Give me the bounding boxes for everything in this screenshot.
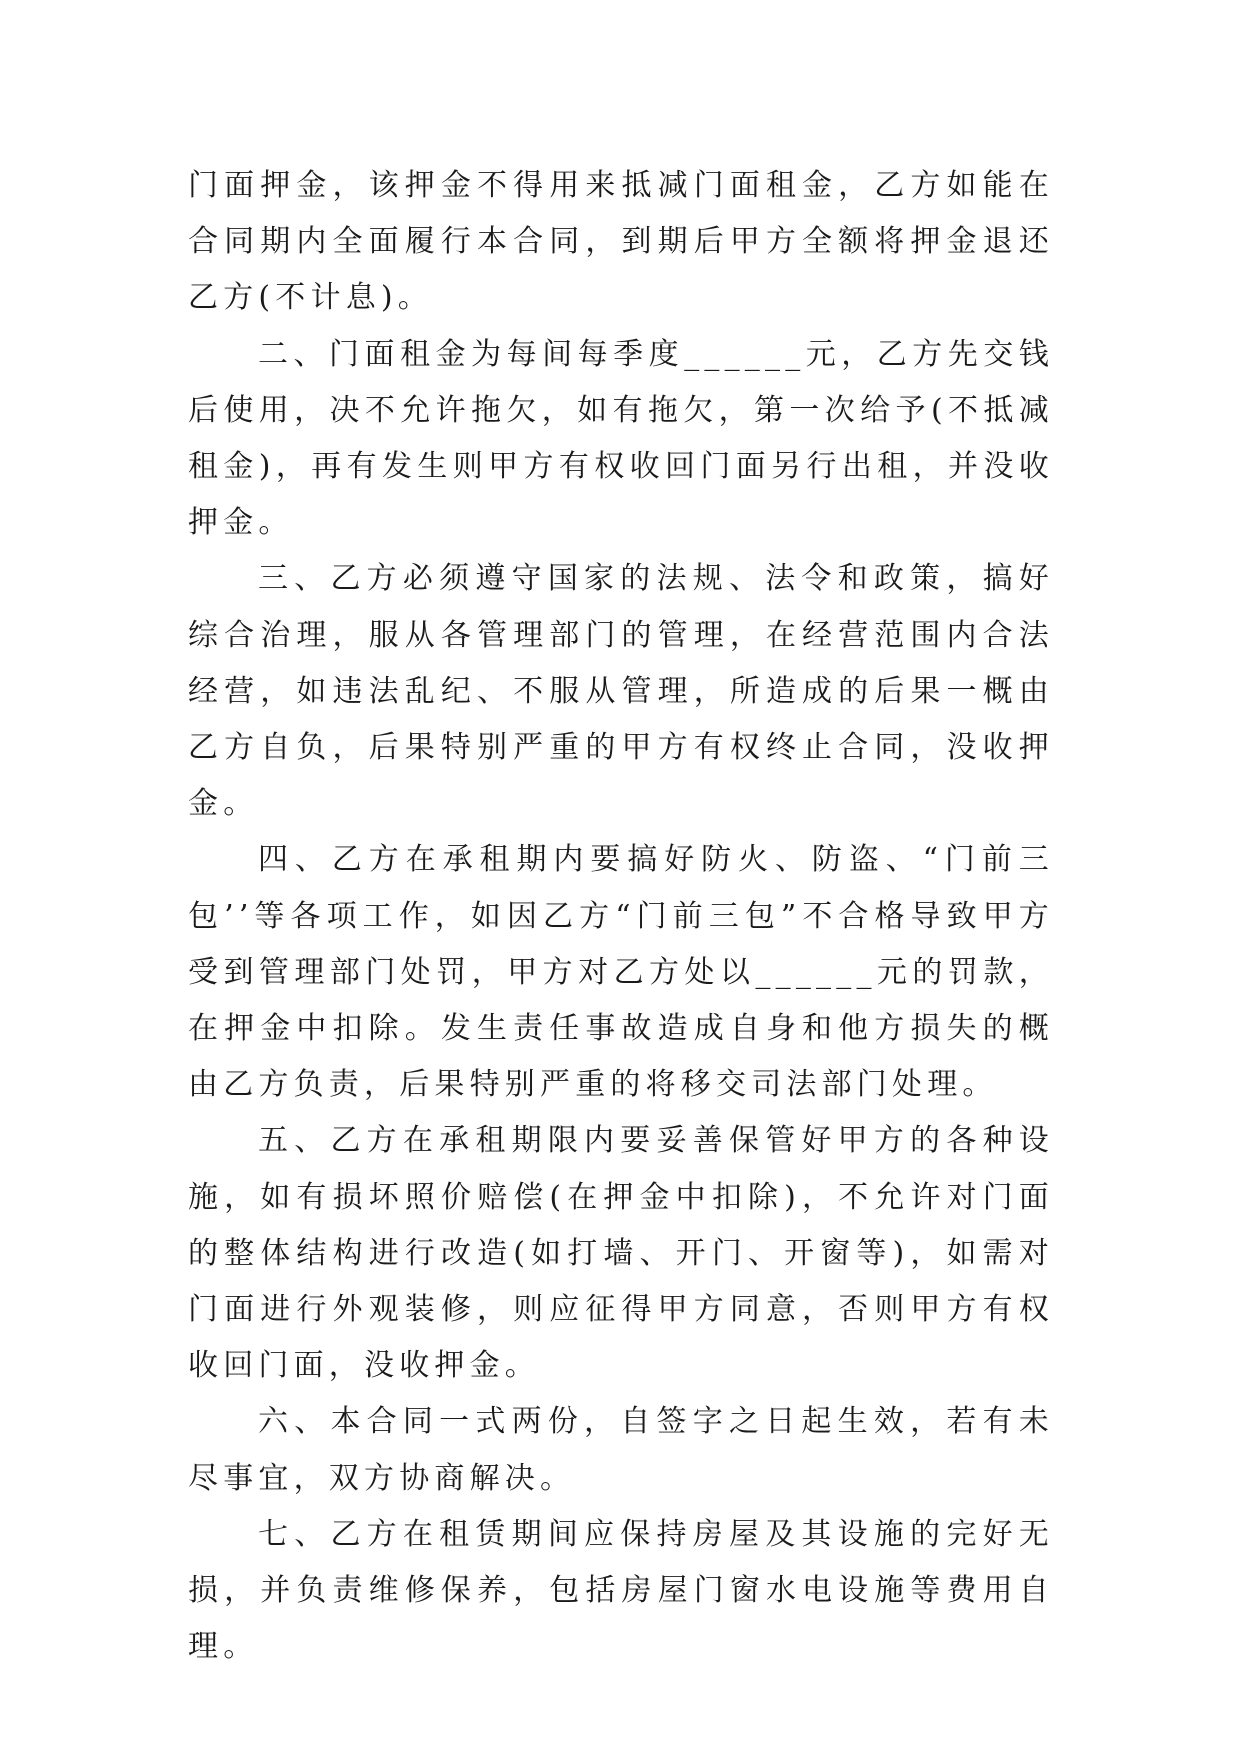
contract-body [188, 158, 1054, 1675]
paragraph-clause-5: 五、乙方在承租期限内要妥善保管好甲方的各种设施，如有损坏照价赔偿(在押金中扣除)，不允许对门面的整体结构进行改造(如打墙、开门、开窗等)，如需对门面进行外观装修，则应征得甲方同意，否则甲方有权收回门面，没收押金。 [188, 1123, 1054, 1384]
paragraph-clause-4: 四、乙方在承租期内要搞好防火、防盗、“门前三包’’等各项工作，如因乙方“门前三包”不合格导致甲方受到管理部门处罚，甲方对乙方处以______元的罚款，在押金中扣除。发生责任事故造成自身和他方损失的概由乙方负责，后果特别严重的将移交司法部门处理。 [188, 842, 1054, 1103]
paragraph-clause-7: 七、乙方在租赁期间应保持房屋及其设施的完好无损，并负责维修保养，包括房屋门窗水电设施等费用自理。 [188, 1516, 1054, 1665]
paragraph-clause-6: 六、本合同一式两份，自签字之日起生效，若有未尽事宜，双方协商解决。 [188, 1404, 1054, 1496]
paragraph-clause-2: 二、门面租金为每间每季度______元，乙方先交钱后使用，决不允许拖欠，如有拖欠，第一次给予(不抵减租金)，再有发生则甲方有权收回门面另行出租，并没收押金。 [188, 336, 1054, 541]
paragraph-deposit-continued: 门面押金，该押金不得用来抵减门面租金，乙方如能在合同期内全面履行本合同，到期后甲方全额将押金退还乙方(不计息)。 [188, 168, 1054, 316]
paragraph-clause-3: 三、乙方必须遵守国家的法规、法令和政策，搞好综合治理，服从各管理部门的管理，在经营范围内合法经营，如违法乱纪、不服从管理，所造成的后果一概由乙方自负，后果特别严重的甲方有权终止合同，没收押金。 [188, 561, 1054, 822]
